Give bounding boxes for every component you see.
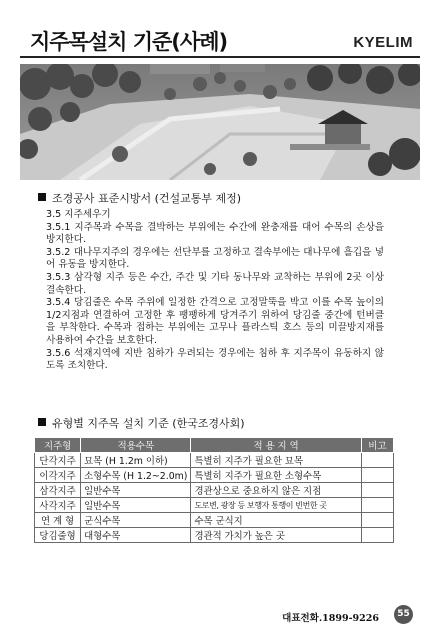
paragraph: 3.5.4 당김줄은 수목 주위에 일정한 간격으로 고정말뚝을 박고 이를 수목 높이의 1/2지점과 연결하여 고정한 후 팽팽하게 당겨주기 위하여 당김줄 중간에 턴버클을 부착한다. 수목과 접하는 부위에는 고무나 플라스틱 호스 등의 미끌방지재를 사용하여 수간을 보호한다. xyxy=(46,297,384,346)
footer-phone: 대표전화.1899-9226 xyxy=(282,613,379,624)
brand-logo: KYELIM xyxy=(353,34,413,51)
table-cell xyxy=(361,528,393,543)
table-row xyxy=(35,528,394,543)
paragraph: 3.5.6 석재지역에 지반 침하가 우려되는 경우에는 침하 후 지주목이 유동하지 않도록 조치한다. xyxy=(46,347,384,372)
table-row xyxy=(35,513,394,528)
table-cell: 특별히 지주가 필요한 묘목 xyxy=(191,453,361,468)
page-number-badge: 55 xyxy=(394,605,413,624)
bullet-square-icon xyxy=(38,193,46,201)
section1-title xyxy=(38,190,241,206)
table-cell: 삼각지주 xyxy=(35,483,81,498)
table-cell: 경관적 가치가 높은 곳 xyxy=(191,528,361,543)
table-cell xyxy=(361,513,393,528)
table-cell: 경관상으로 중요하지 않은 지점 xyxy=(191,483,361,498)
table-cell: 군식수목 xyxy=(81,513,191,528)
table-cell: 대형수목 xyxy=(81,528,191,543)
table-cell: 연 계 형 xyxy=(35,513,81,528)
column-header: 지주형 xyxy=(35,438,81,453)
table-cell: 일반수목 xyxy=(81,498,191,513)
paragraph: 3.5.3 삼각형 지주 등은 수간, 주간 및 기타 동나무와 교착하는 부위에 2곳 이상 결속한다. xyxy=(46,271,384,296)
table-cell: 단각지주 xyxy=(35,453,81,468)
table-cell xyxy=(361,453,393,468)
section2-title xyxy=(38,415,245,431)
column-header: 적 용 지 역 xyxy=(191,438,361,453)
table-cell: 도로변, 광장 등 보행자 통행이 빈번한 곳 xyxy=(191,498,361,513)
section2-title-text: 유형별 지주목 설치 기준 (한국조경사회) xyxy=(52,417,245,430)
table-cell xyxy=(361,468,393,483)
table-cell: 사각지주 xyxy=(35,498,81,513)
garden-photo xyxy=(20,64,420,180)
support-standard-table xyxy=(34,437,394,543)
paragraph: 3.5.2 대나무지주의 경우에는 선단부를 고정하고 결속부에는 대나무에 흘깁을 넣어 유동을 방지한다. xyxy=(46,246,384,271)
table-row xyxy=(35,453,394,468)
table-cell: 수목 군식지 xyxy=(191,513,361,528)
table-cell: 이각지주 xyxy=(35,468,81,483)
section1-title-text: 조경공사 표준시방서 (건설교통부 제정) xyxy=(52,192,242,205)
page-title: 지주목설치 기준(사례) xyxy=(30,30,228,54)
table-row xyxy=(35,468,394,483)
table-cell: 일반수목 xyxy=(81,483,191,498)
table-cell: 특별히 지주가 필요한 소형수목 xyxy=(191,468,361,483)
table-row xyxy=(35,483,394,498)
table-cell: 소형수목 (H 1.2~2.0m) xyxy=(81,468,191,483)
table-header-row xyxy=(35,438,394,453)
table-cell xyxy=(361,483,393,498)
column-header: 비고 xyxy=(361,438,393,453)
section1-body xyxy=(46,209,384,373)
header-rule xyxy=(20,56,420,58)
table-cell: 당김줄형 xyxy=(35,528,81,543)
paragraph: 3.5.1 지주목과 수목을 결박하는 부위에는 수간에 완충재를 대어 수목의 손상을 방지한다. xyxy=(46,221,384,246)
paragraph: 3.5 지주세우기 xyxy=(46,209,111,220)
garden-photo-image xyxy=(20,64,420,180)
table-cell: 묘목 (H 1.2m 이하) xyxy=(81,453,191,468)
bullet-square-icon xyxy=(38,418,46,426)
table-cell xyxy=(361,498,393,513)
column-header: 적용수목 xyxy=(81,438,191,453)
table-row xyxy=(35,498,394,513)
